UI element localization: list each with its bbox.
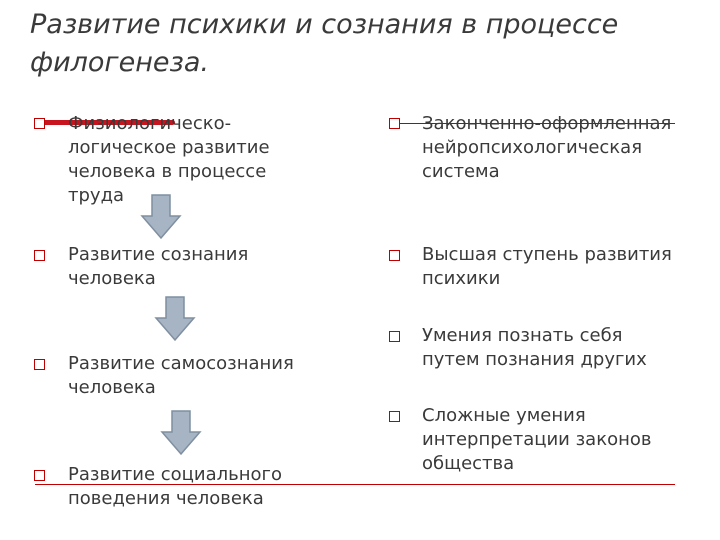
down-arrow-icon [154,296,196,342]
bullet-square-icon [389,250,400,261]
bullet-square-icon [34,359,45,370]
bullet-square-icon [34,118,45,129]
bullet-square-icon [389,331,400,342]
left-item-social-behavior: Развитие социального поведения человека [68,464,282,509]
bullet-square-icon [34,250,45,261]
down-arrow-icon [160,410,202,456]
slide-title: Развитие психики и сознания в процессе филогенеза. [30,9,619,78]
right-item-highest-stage: Высшая ступень развития психики [422,244,672,289]
bullet-square-icon [389,118,400,129]
bullet-square-icon [389,411,400,422]
right-item-neuropsych-system: Законченно-оформленная нейропсихологическая система [422,113,672,182]
left-item-physiological: Физиологическо-логическое развитие человека в процессе труда [68,113,270,206]
left-item-self-consciousness: Развитие самосознания человека [68,353,294,398]
right-item-interpret-laws: Сложные умения интерпретации законов общества [422,405,652,474]
bullet-square-icon [34,470,45,481]
left-item-consciousness: Развитие сознания человека [68,244,249,289]
right-item-know-self: Умения познать себя путем познания других [422,325,647,370]
down-arrow-icon [140,194,182,240]
